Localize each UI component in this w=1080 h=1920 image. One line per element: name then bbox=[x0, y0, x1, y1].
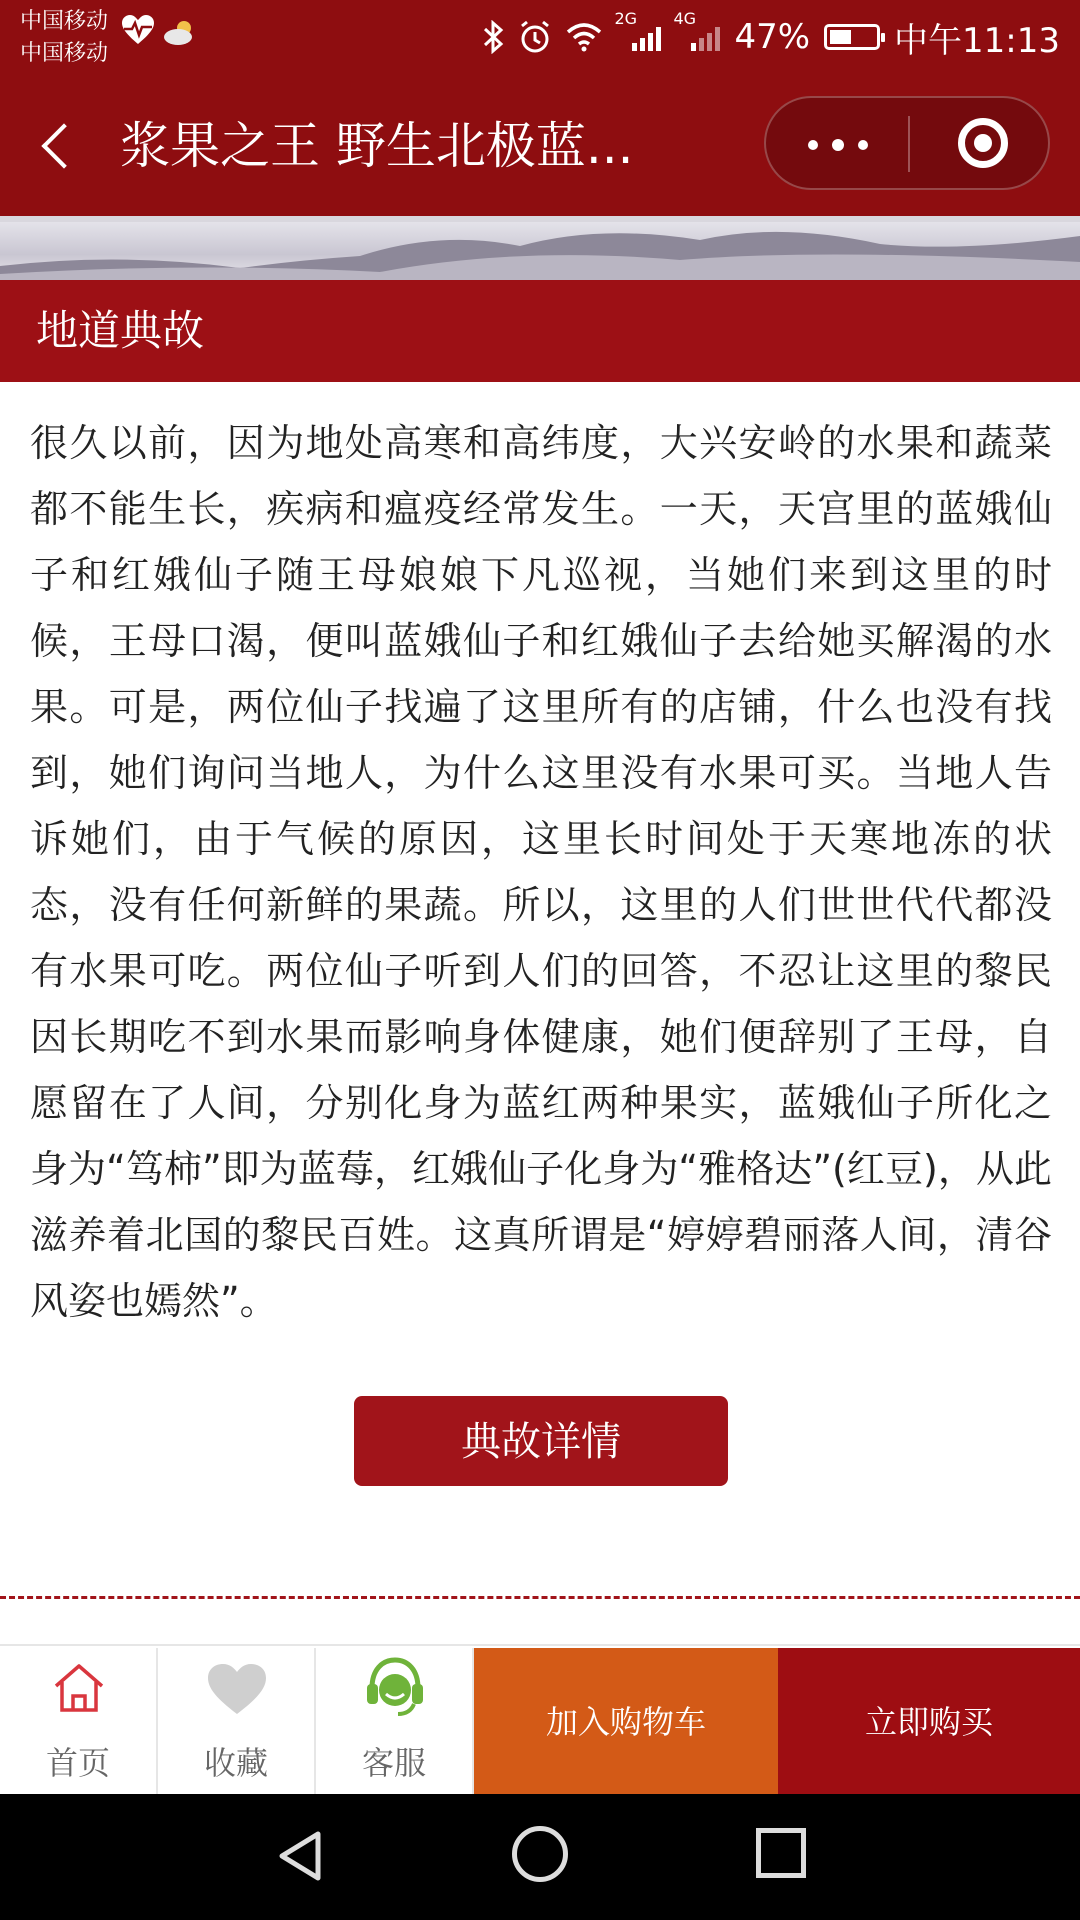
weather-icon bbox=[162, 18, 198, 46]
heart-icon bbox=[206, 1662, 268, 1716]
capsule-divider bbox=[908, 116, 910, 172]
story-text: 很久以前，因为地处高寒和高纬度，大兴安岭的水果和蔬菜都不能生长，疾病和瘟疫经常发生。一天，天宫里的蓝娥仙子和红娥仙子随王母娘娘下凡巡视，当她们来到这里的时候，王母口渴，便叫蓝娥仙子和红娥仙子去给她买解渴的水果。可是，两位仙子找遍了这里所有的店铺，什么也没有找到，她们询问当地人，为什么这里没有水果可买。当地人告诉她们，由于气候的原因，这里长时间处于天寒地冻的状态，没有任何新鲜的果蔬。所以，这里的人们世世代代都没有水果可吃。两位仙子听到人们的回答，不忍让这里的黎民因长期吃不到水果而影响身体健康，她们便辞别了王母，自愿留在了人间，分别化身为蓝红两种果实，蓝娥仙子所化之身为“笃柿”即为蓝莓，红娥仙子化身为“雅格达”(红豆)，从此滋养着北国的黎民百姓。这真所谓是“婷婷碧丽落人间，清谷风姿也嫣然”。 bbox=[30, 421, 1052, 1323]
close-icon[interactable] bbox=[912, 98, 1050, 188]
more-icon[interactable] bbox=[766, 98, 908, 188]
wifi-icon bbox=[566, 22, 602, 52]
bottom-action-bar bbox=[0, 1644, 1080, 1796]
system-back-icon[interactable] bbox=[270, 1826, 330, 1886]
story-detail-button[interactable]: 典故详情 bbox=[354, 1396, 728, 1486]
tab-favorite-label: 收藏 bbox=[203, 1744, 268, 1782]
status-time: 中午11:13 bbox=[894, 20, 1060, 61]
network-type-2: 4G bbox=[673, 9, 697, 28]
carrier-info bbox=[20, 6, 108, 70]
status-bar bbox=[0, 0, 1080, 76]
section-title: 地道典故 bbox=[36, 306, 205, 355]
bluetooth-icon bbox=[482, 20, 504, 54]
signal-icon-2 bbox=[673, 9, 720, 51]
battery-icon bbox=[824, 24, 880, 50]
tab-service-label: 客服 bbox=[361, 1744, 426, 1782]
carrier-1: 中国移动 bbox=[20, 9, 109, 34]
system-home-icon[interactable] bbox=[512, 1826, 568, 1882]
mountain-banner bbox=[0, 216, 1080, 280]
tab-service[interactable] bbox=[316, 1648, 474, 1796]
page-title: 浆果之王 野生北极蓝... bbox=[120, 117, 634, 175]
signal-icon bbox=[614, 9, 661, 51]
heart-rate-icon bbox=[120, 14, 156, 46]
add-to-cart-button[interactable]: 加入购物车 bbox=[474, 1648, 778, 1796]
dashed-divider bbox=[0, 1596, 1080, 1599]
tab-home[interactable] bbox=[0, 1648, 158, 1796]
mini-program-capsule bbox=[764, 96, 1050, 190]
section-header bbox=[0, 280, 1080, 382]
alarm-icon bbox=[518, 20, 552, 54]
system-recents-icon[interactable] bbox=[756, 1828, 806, 1878]
system-nav-bar bbox=[0, 1794, 1080, 1920]
nav-bar bbox=[0, 76, 1080, 216]
carrier-2: 中国移动 bbox=[20, 41, 109, 66]
home-icon bbox=[52, 1662, 106, 1714]
tab-home-label: 首页 bbox=[45, 1744, 110, 1782]
network-type-1: 2G bbox=[614, 9, 638, 28]
battery-percent: 47% bbox=[734, 17, 811, 57]
headset-icon bbox=[364, 1656, 426, 1720]
tab-favorite[interactable] bbox=[158, 1648, 316, 1796]
back-icon[interactable] bbox=[30, 106, 90, 186]
buy-now-button[interactable]: 立即购买 bbox=[778, 1648, 1080, 1796]
